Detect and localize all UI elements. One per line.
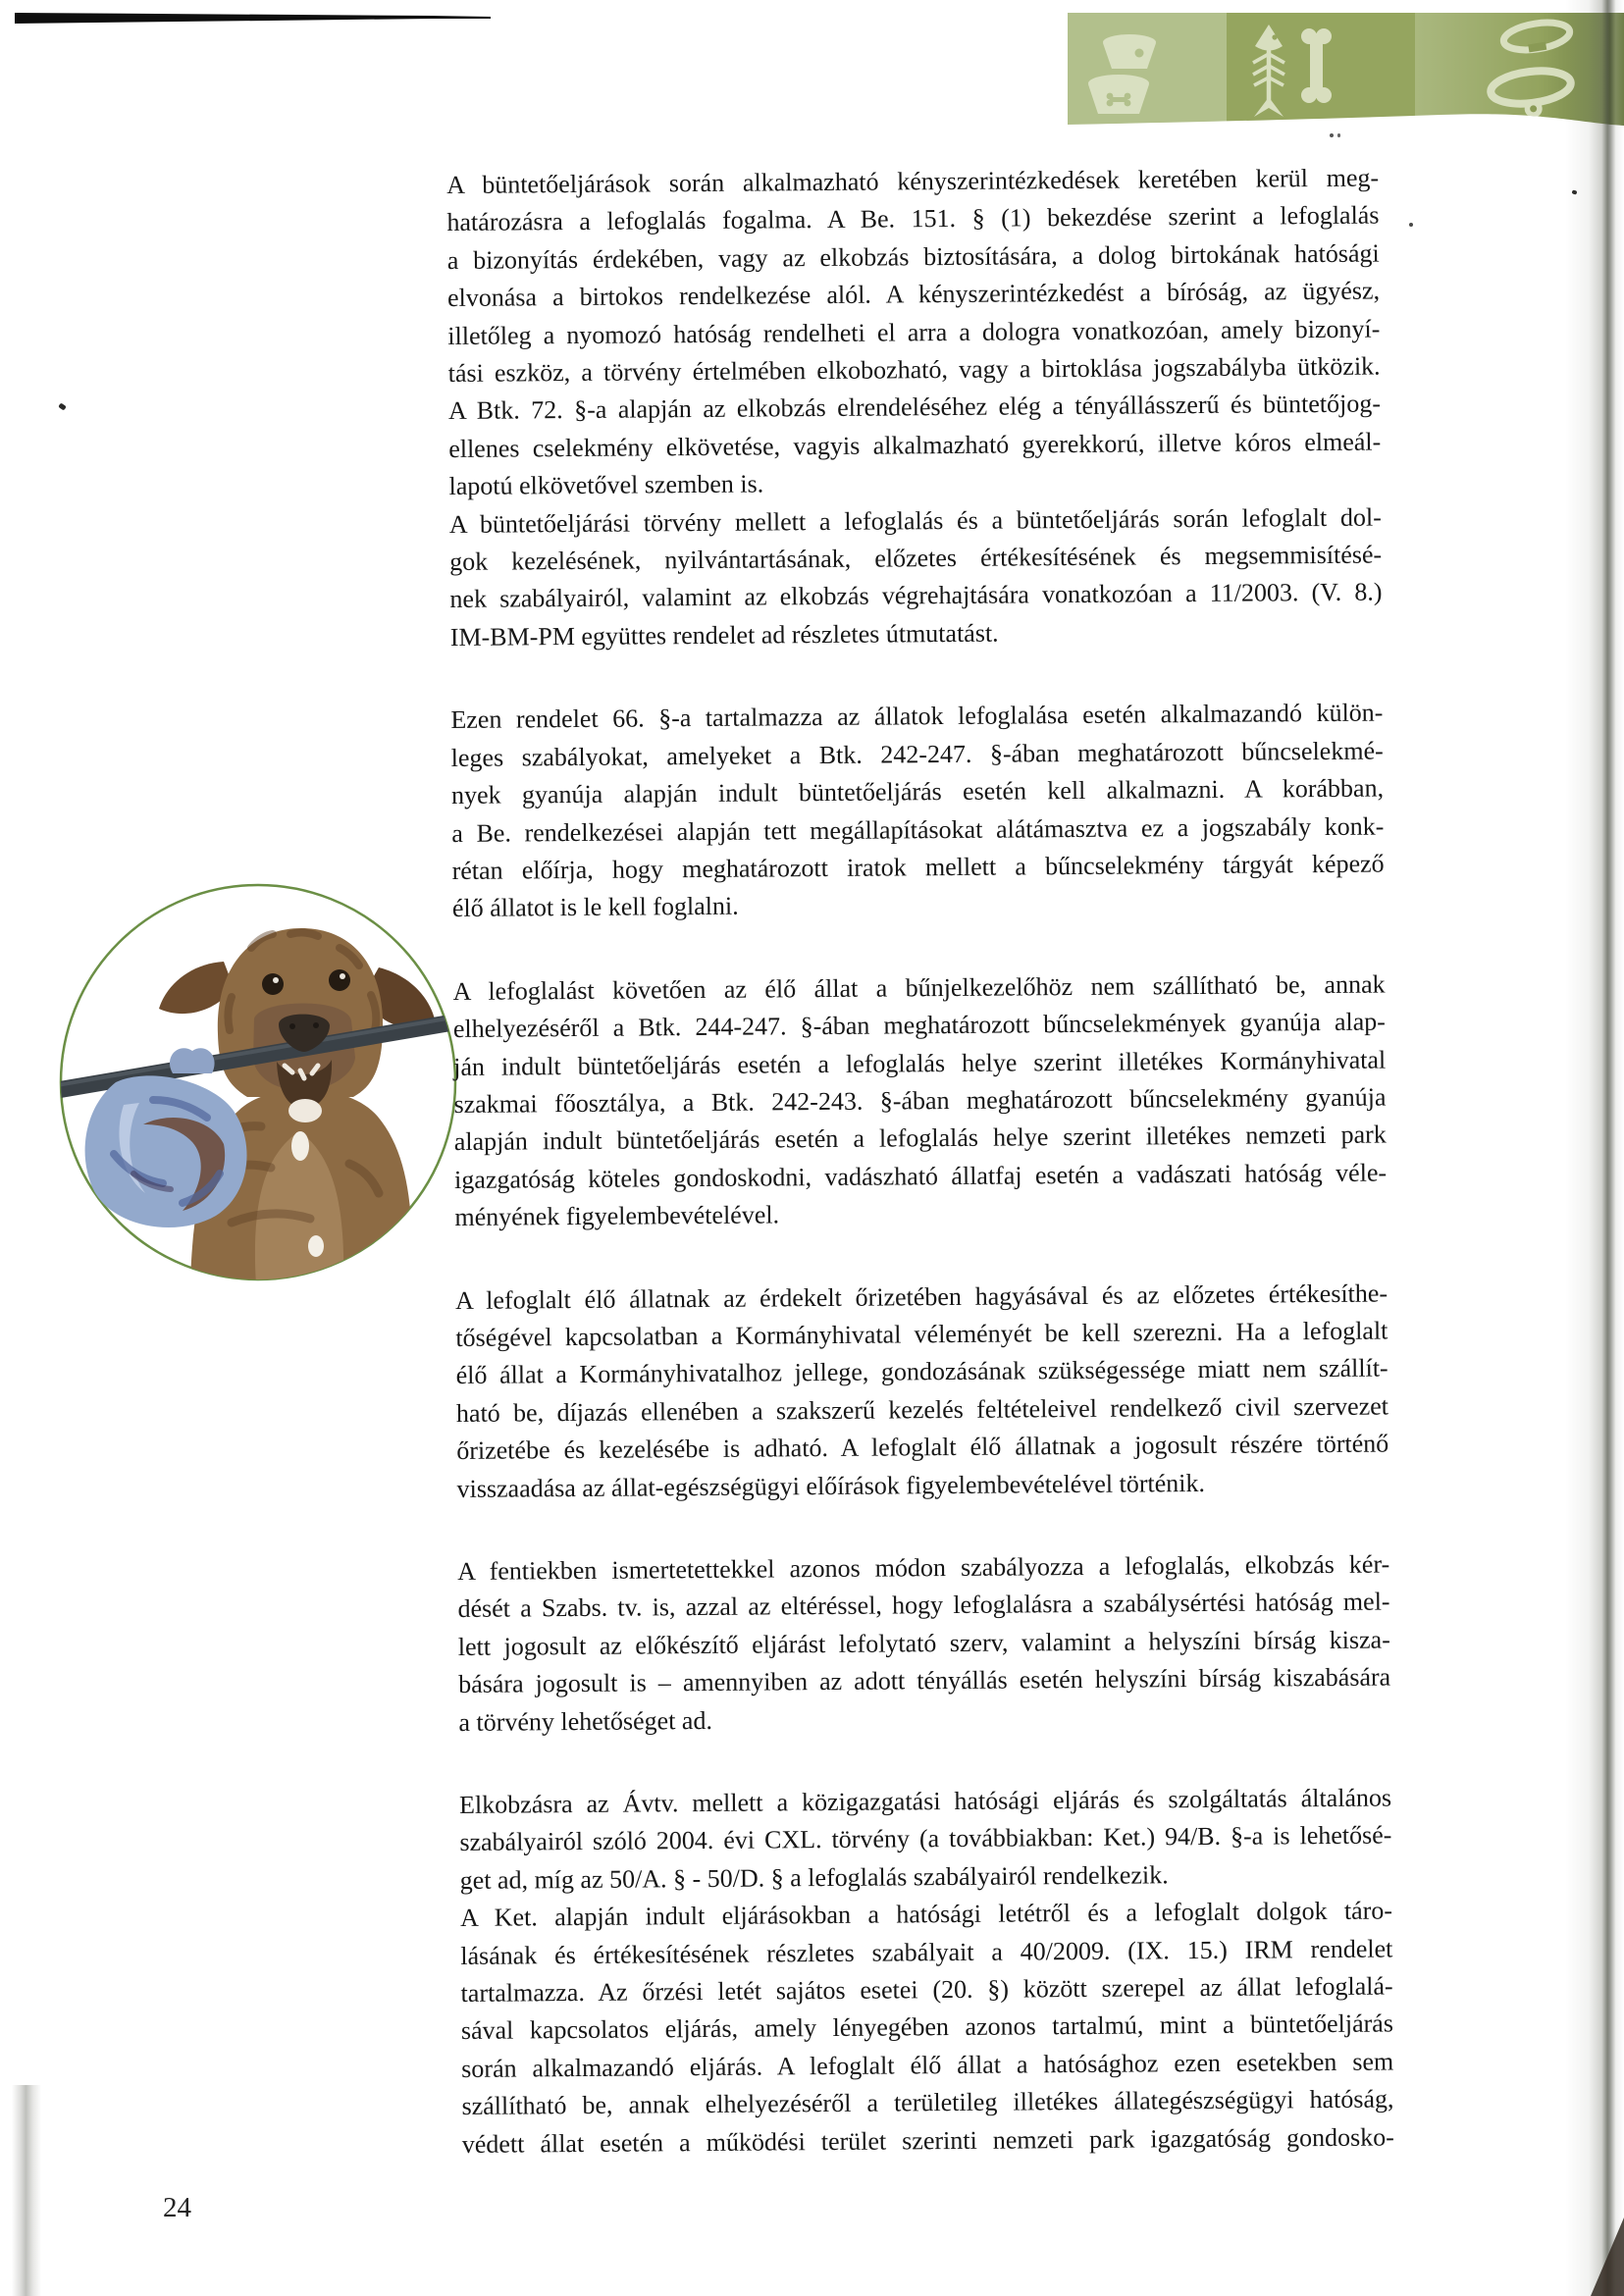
- text-line: védett állat esetén a működési terület szerinti nemzeti park igazgatóság gondosko-: [461, 2122, 1394, 2159]
- text-line: szabályairól szóló 2004. évi CXL. törvény (a továbbiakban: Ket.) 94/B. §-a is lehetősé-: [459, 1820, 1392, 1857]
- text-line: ményének figyelembevételével.: [454, 1200, 780, 1232]
- paragraph: [460, 1893, 1394, 2164]
- body-text-column: [446, 160, 1394, 2164]
- text-line: szállítható be, annak elhelyezéséről a területileg illetékes állategészségügyi hatóság,: [461, 2084, 1394, 2121]
- paragraph: [459, 1780, 1392, 1901]
- paragraph: [446, 160, 1382, 506]
- text-line: élő állat a Kormányhivatalhoz jellege, gondozásának szükségessége miatt nem szállít-: [455, 1353, 1388, 1390]
- text-line: tási eszköz, a törvény értelmében elkobozható, vagy a birtoklása jogszabályba ütközik.: [447, 351, 1381, 389]
- text-line: leges szabályokat, amelyeket a Btk. 242-247. §-ában meghatározott bűncselekmé-: [450, 736, 1384, 772]
- text-line: gok kezelésének, nyilvántartásának, előzetes értékesítésének és megsemmisítésé-: [449, 540, 1383, 577]
- text-line: nek szabályairól, valamint az elkobzás végrehajtására vonatkozóan a 11/2003. (V. 8.): [449, 577, 1383, 614]
- text-line: a Be. rendelkezései alapján tett megállapításokat alátámasztva ez a jogszabály konk-: [451, 811, 1385, 848]
- text-line: A fentiekben ismertetettekkel azonos módon szabályozza a lefoglalás, elkobzás kér-: [457, 1549, 1390, 1586]
- text-line: Elkobzásra az Ávtv. mellett a közigazgatási hatósági eljárás és szolgáltatás általános: [458, 1783, 1392, 1819]
- text-line: tartalmazza. Az őrzési letét sajátos esetei (20. §) között szerepel az állat lefoglalá-: [460, 1971, 1393, 2009]
- text-line: határozásra a lefoglalás fogalma. A Be. 151. § (1) bekezdése szerint a lefoglalás: [446, 200, 1380, 237]
- text-line: A Btk. 72. §-a alapján az elkobzás elrendeléséhez elég a tényállásszerű és büntetőjog-: [447, 389, 1382, 426]
- paragraph: [455, 1275, 1389, 1508]
- text-line: A Ket. alapján indult eljárásokban a hatósági letétről és a lefoglalt dolgok táro-: [459, 1896, 1393, 1933]
- text-line: dését a Szabs. tv. is, azzal az eltéréssel, hogy lefoglalásra a szabálysértési hatóság mel-: [457, 1587, 1390, 1624]
- scan-speck: [1409, 223, 1413, 227]
- text-line: alapján indult büntetőeljárás esetén a lefoglalás helye szerint illetékes nemzeti park: [453, 1120, 1387, 1157]
- text-line: A lefoglalást követően az élő állat a bűnjelkezelőhöz nem szállítható be, annak: [452, 969, 1386, 1006]
- text-line: tőségével kapcsolatban a Kormányhivatal véleményét be kell szerezni. Ha a lefoglalt: [455, 1316, 1388, 1352]
- text-line: illetőleg a nyomozó hatóság rendelheti el arra a dologra vonatkozóan, amely bizonyí-: [447, 314, 1381, 350]
- text-line: elhelyezéséről a Btk. 244-247. §-ában meghatározott bűncselekmények gyanúja alap-: [452, 1007, 1386, 1044]
- banner-tile-light: [1068, 13, 1227, 137]
- text-line: sával kapcsolatos eljárás, amely lényegében azonos tartalmú, mint a büntetőeljárás: [460, 2009, 1394, 2046]
- paragraph: [450, 695, 1385, 928]
- text-line: során alkalmazandó eljárás. A lefoglalt élő állat a hatósághoz ezen esetekben sem: [461, 2047, 1394, 2083]
- page-number: 24: [163, 2192, 191, 2223]
- text-line: get ad, míg az 50/A. § - 50/D. § a lefoglalás szabályairól rendelkezik.: [459, 1860, 1169, 1895]
- text-line: élő állatot is le kell foglalni.: [451, 891, 739, 923]
- scan-speck: [58, 402, 67, 410]
- paragraph: [457, 1545, 1390, 1741]
- scan-artifact-page-edge: [1565, 0, 1624, 2296]
- header-pet-banner: [1068, 13, 1624, 137]
- paragraph: [452, 965, 1387, 1236]
- dog-with-bindle-photo: [55, 879, 461, 1285]
- text-line: A lefoglalt élő állatnak az érdekelt őrizetében hagyásával és az előzetes értékesíthe-: [454, 1278, 1388, 1315]
- text-line: a bizonyítás érdekében, vagy az elkobzás biztosítására, a dolog birtokának hatósági: [446, 238, 1380, 275]
- text-line: IM-BM-PM együttes rendelet ad részletes útmutatást.: [449, 618, 999, 652]
- text-line: szakmai főosztálya, a Btk. 242-243. §-ában meghatározott bűncselekmény gyanúja: [453, 1082, 1387, 1119]
- paragraph: [449, 498, 1383, 656]
- text-line: elvonása a birtokos rendelkezése alól. A kényszerintézkedést a bíróság, az ügyész,: [446, 276, 1381, 313]
- text-line: Ezen rendelet 66. §-a tartalmazza az állatok lefoglalása esetén alkalmazandó külön-: [450, 698, 1384, 735]
- text-line: lapotú elkövetővel szemben is.: [448, 469, 764, 501]
- text-line: őrizetébe és kezelésébe is adható. A lefoglalt élő állatnak a jogosult részére történő: [456, 1429, 1389, 1466]
- text-line: lásának és értékesítésének részletes szabályait a 40/2009. (IX. 15.) IRM rendelet: [460, 1934, 1393, 1970]
- text-line: ellenes cselekmény elkövetése, vagyis alkalmazható gyerekkorú, illetve kóros elmeál-: [448, 427, 1382, 463]
- scan-artifact-top-line: [0, 0, 550, 29]
- text-line: visszaadása az állat-egészségügyi előírások figyelembevételével történik.: [456, 1468, 1206, 1503]
- text-line: A büntetőeljárások során alkalmazható kényszerintézkedések keretében kerül meg-: [446, 163, 1380, 199]
- text-line: ható be, díjazás ellenében a szakszerű kezelés feltételeivel rendelkező civil szervezet: [455, 1391, 1389, 1428]
- text-line: igazgatóság köteles gondoskodni, vadászható állatfaj esetén a vadászati hatóság véle-: [453, 1158, 1388, 1194]
- text-line: ján indult büntetőeljárás esetén a lefoglalás helye szerint illetékes Kormányhivatal: [453, 1045, 1387, 1081]
- text-line: lett jogosult az előkészítő eljárást lefolytató szerv, valamint a helyszíni bírság kisza-: [457, 1625, 1390, 1661]
- text-line: rétan előírja, hogy meghatározott iratok mellett a bűncselekmény tárgyát képező: [451, 849, 1385, 885]
- text-line: bására jogosult is – amennyiben az adott tényállás esetén helyszíni bírság kiszabására: [458, 1662, 1391, 1699]
- text-line: nyek gyanúja alapján indult büntetőeljárás esetén kell alkalmazni. A korábban,: [450, 773, 1385, 810]
- text-line: A büntetőeljárási törvény mellett a lefoglalás és a büntetőeljárás során lefoglalt dol-: [448, 502, 1382, 539]
- text-line: a törvény lehetőséget ad.: [458, 1705, 713, 1737]
- scan-artifact-left-strip: [12, 2085, 41, 2296]
